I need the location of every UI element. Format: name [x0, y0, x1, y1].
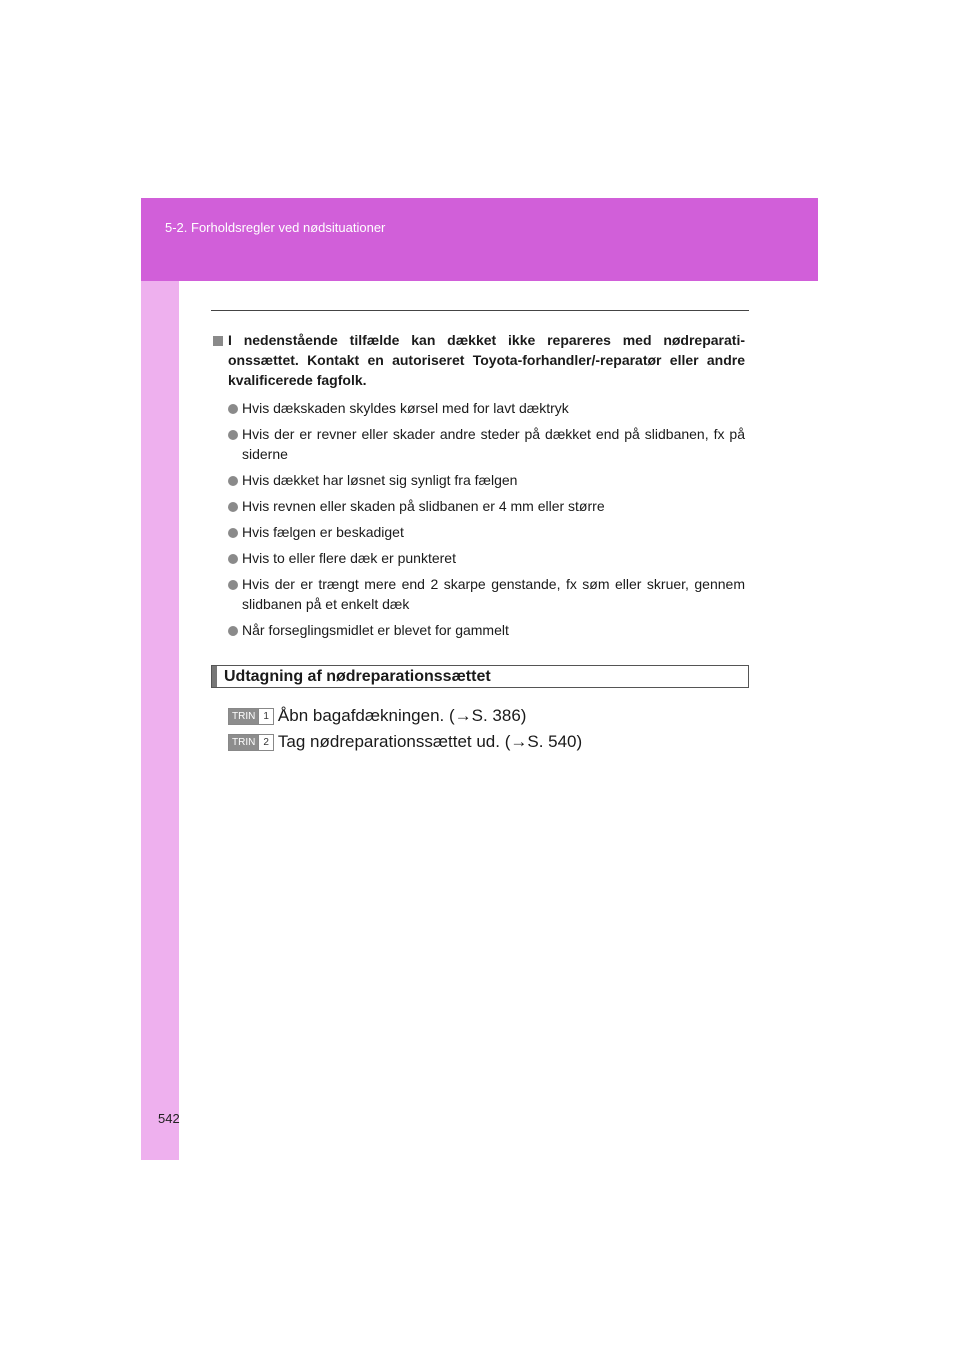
circle-bullet-icon [228, 430, 238, 440]
chapter-section-label: 5-2. Forholdsregler ved nødsituationer [165, 220, 386, 235]
notice-list [213, 398, 745, 640]
step-2 [228, 732, 582, 752]
step-badge-number: 2 [258, 735, 273, 750]
step-badge-label: TRIN [229, 735, 258, 750]
section-title: Udtagning af nødreparationssættet [224, 668, 491, 685]
list-item-text: Hvis revnen eller skaden på slidbanen er 4 mm eller større [242, 498, 605, 514]
step-text: Åbn bagafdækningen. (→S. 386) [277, 706, 527, 725]
page-number: 542 [158, 1111, 180, 1126]
notice-heading-text: I nedenstående tilfælde kan dækket ikke repareres med nødreparati-onssættet. Kontakt en autoriseret Toyota-forhandler/-reparatør eller andre kvalificerede fagfolk. [228, 332, 745, 388]
list-item-text: Hvis dækskaden skyldes kørsel med for lavt dæktryk [242, 400, 569, 416]
list-item [213, 620, 745, 640]
section-header [211, 665, 749, 688]
list-item-text: Hvis to eller flere dæk er punkteret [242, 550, 456, 566]
list-item [213, 470, 745, 490]
list-item [213, 574, 745, 614]
list-item [213, 496, 745, 516]
list-item-text: Hvis dækket har løsnet sig synligt fra fælgen [242, 472, 518, 488]
step-text: Tag nødreparationssættet ud. (→S. 540) [277, 732, 583, 751]
list-item-text: Når forseglingsmidlet er blevet for gammelt [242, 622, 509, 638]
step-badge-label: TRIN [229, 709, 258, 724]
notice-block [213, 330, 745, 646]
chapter-header-band [141, 198, 818, 281]
circle-bullet-icon [228, 554, 238, 564]
top-divider [211, 310, 749, 311]
list-item [213, 548, 745, 568]
list-item-text: Hvis der er revner eller skader andre steder på dækket end på slidbanen, fx på siderne [242, 426, 745, 462]
square-bullet-icon [213, 336, 223, 346]
circle-bullet-icon [228, 502, 238, 512]
circle-bullet-icon [228, 580, 238, 590]
step-badge [228, 734, 274, 751]
circle-bullet-icon [228, 476, 238, 486]
step-badge-number: 1 [258, 709, 273, 724]
list-item [213, 522, 745, 542]
list-item-text: Hvis fælgen er beskadiget [242, 524, 404, 540]
list-item-text: Hvis der er trængt mere end 2 skarpe genstande, fx søm eller skruer, gennem slidbanen på et enkelt dæk [242, 576, 745, 612]
circle-bullet-icon [228, 528, 238, 538]
step-badge [228, 708, 274, 725]
notice-heading [213, 330, 745, 390]
list-item [213, 424, 745, 464]
side-margin-strip [141, 198, 179, 1160]
section-header-accent [212, 666, 217, 687]
list-item [213, 398, 745, 418]
circle-bullet-icon [228, 626, 238, 636]
step-1 [228, 706, 526, 726]
circle-bullet-icon [228, 404, 238, 414]
